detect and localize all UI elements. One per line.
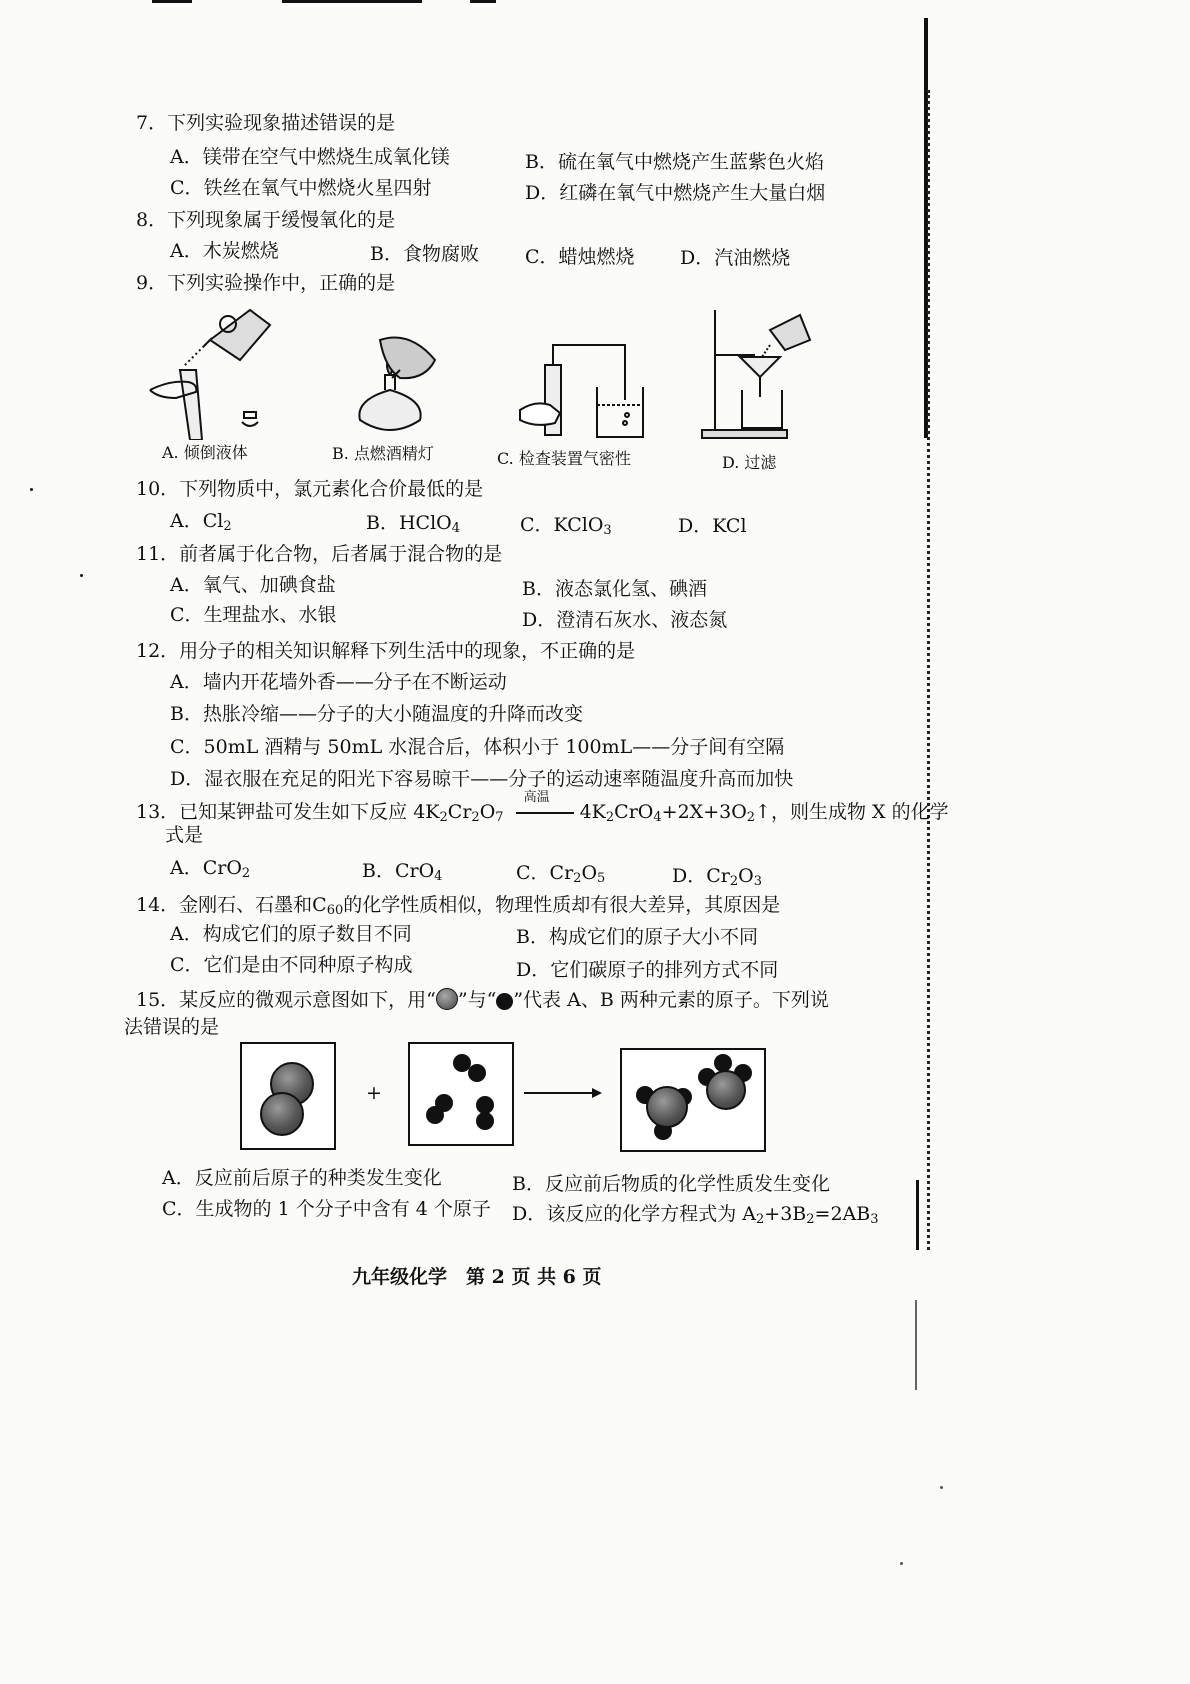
q13-option-b: B．CrO$_4$: [362, 860, 443, 884]
q10-option-b: B．HClO$_4$: [366, 512, 461, 536]
question-7-stem: 7．下列实验现象描述错误的是: [136, 112, 396, 134]
reactant-a2-box: [240, 1042, 336, 1150]
q10-option-d: D．KCl: [678, 515, 747, 537]
question-12-stem: 12．用分子的相关知识解释下列生活中的现象，不正确的是: [136, 640, 636, 662]
q15-option-d: D．该反应的化学方程式为 $A_2+3B_2=2AB_3$: [512, 1203, 879, 1227]
scan-speck: [80, 574, 83, 577]
q15-option-c: C．生成物的 1 个分子中含有 4 个原子: [162, 1198, 491, 1220]
q12-option-b: B．热胀冷缩——分子的大小随温度的升降而改变: [170, 703, 583, 725]
q8-option-c: C．蜡烛燃烧: [525, 246, 635, 268]
scan-line: [152, 0, 192, 3]
atom-b-icon: [468, 1064, 486, 1082]
q11-option-a: A．氧气、加碘食盐: [170, 574, 336, 596]
atom-a-icon: [260, 1092, 304, 1136]
reaction-condition: 高温: [523, 790, 550, 805]
question-13-stem-continued: 式是: [165, 824, 204, 846]
q7-option-d: D．红磷在氧气中燃烧产生大量白烟: [525, 182, 826, 204]
q8-option-a: A．木炭燃烧: [170, 240, 279, 262]
q9-caption-d: D. 过滤: [722, 453, 777, 472]
scan-speck: [30, 488, 33, 491]
q7-option-b: B．硫在氧气中燃烧产生蓝紫色火焰: [525, 151, 824, 173]
q7-option-c: C．铁丝在氧气中燃烧火星四射: [170, 177, 432, 199]
q11-option-b: B．液态氯化氢、碘酒: [522, 578, 707, 600]
q15-option-a: A．反应前后原子的种类发生变化: [162, 1167, 442, 1189]
q10-option-c: C．KClO$_3$: [520, 514, 612, 538]
scan-line: [470, 0, 496, 3]
airtightness-check-illustration: [515, 335, 645, 445]
question-13-stem: 13．已知某钾盐可发生如下反应 $4K_2Cr_2O_7$ 高温 $4K_2CrO_4+2X+3O_2↑$，则生成物 X 的化学: [136, 797, 949, 825]
scan-speck: [900, 1562, 903, 1565]
q12-option-d: D．湿衣服在充足的阳光下容易晾干——分子的运动速率随温度升高而加快: [170, 768, 794, 790]
q8-option-d: D．汽油燃烧: [680, 247, 791, 269]
q14-option-b: B．构成它们的原子大小不同: [516, 926, 758, 948]
question-10-stem: 10．下列物质中，氯元素化合价最低的是: [136, 478, 484, 500]
atom-a-icon: [706, 1070, 746, 1110]
product-ab3-box: [620, 1048, 766, 1152]
question-9-stem: 9．下列实验操作中，正确的是: [136, 272, 396, 294]
reaction-arrow-icon: [524, 1086, 604, 1100]
q9-caption-c: C. 检查装置气密性: [497, 449, 631, 468]
q14-option-d: D．它们碳原子的排列方式不同: [516, 959, 779, 981]
scan-speck: [940, 1486, 943, 1489]
question-11-stem: 11．前者属于化合物，后者属于混合物的是: [136, 543, 503, 565]
atom-a-icon: [436, 988, 458, 1010]
q14-option-a: A．构成它们的原子数目不同: [170, 923, 412, 945]
pouring-liquid-illustration: [140, 300, 290, 440]
lighting-alcohol-lamp-illustration: [340, 330, 450, 440]
q9-caption-a: A. 倾倒液体: [162, 443, 248, 462]
reaction-arrow: [516, 790, 574, 818]
binding-line: [916, 1180, 919, 1250]
scan-line: [282, 0, 422, 3]
q13-option-a: A．CrO$_2$: [170, 857, 251, 881]
q13-option-c: C．$Cr_2O_5$: [516, 862, 606, 886]
q12-option-a: A．墙内开花墙外香——分子在不断运动: [170, 671, 507, 693]
q11-option-c: C．生理盐水、水银: [170, 604, 337, 626]
reactant-b2-box: [408, 1042, 514, 1146]
binding-line: [915, 1300, 917, 1390]
q8-option-b: B．食物腐败: [370, 243, 479, 265]
q10-option-a: A．$Cl_2$: [170, 510, 232, 534]
binding-dotted-line: [927, 90, 930, 1250]
q12-option-c: C．50mL 酒精与 50mL 水混合后，体积小于 100mL——分子间有空隔: [170, 736, 785, 758]
page-footer: 九年级化学 第 2 页 共 6 页: [352, 1266, 602, 1288]
question-8-stem: 8．下列现象属于缓慢氧化的是: [136, 209, 396, 231]
filtration-illustration: [700, 305, 820, 445]
q11-option-d: D．澄清石灰水、液态氮: [522, 609, 728, 631]
question-15-stem-continued: 法错误的是: [124, 1016, 220, 1038]
atom-a-icon: [646, 1086, 688, 1128]
atom-b-icon: [496, 993, 513, 1010]
atom-b-icon: [435, 1094, 453, 1112]
atom-b-icon: [476, 1112, 494, 1130]
question-15-stem: 15．某反应的微观示意图如下，用“ ”与“ ”代表 A、B 两种元素的原子。下列说: [136, 989, 829, 1011]
q15-option-b: B．反应前后物质的化学性质发生变化: [512, 1173, 830, 1195]
question-14-stem: 14．金刚石、石墨和$C_{60}$的化学性质相似，物理性质却有很大差异，其原因是: [136, 894, 781, 918]
plus-sign: +: [366, 1082, 382, 1104]
q13-option-d: D．$Cr_2O_3$: [672, 865, 762, 889]
q7-option-a: A．镁带在空气中燃烧生成氧化镁: [170, 146, 450, 168]
q14-option-c: C．它们是由不同种原子构成: [170, 954, 413, 976]
q9-caption-b: B. 点燃酒精灯: [332, 444, 434, 463]
